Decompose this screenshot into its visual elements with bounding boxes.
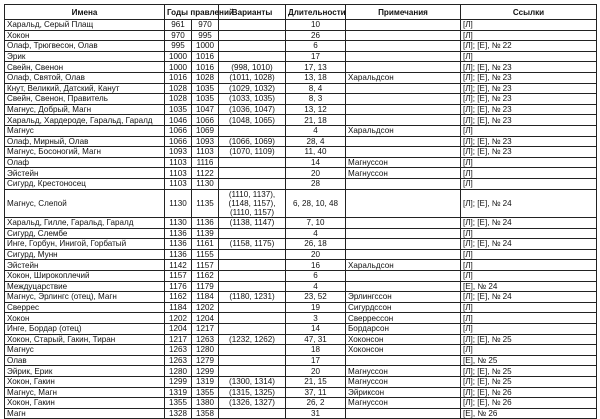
cell-notes: [346, 136, 461, 147]
cell-year-start: 1028: [165, 83, 192, 94]
header-refs: Ссылки: [461, 5, 597, 20]
cell-notes: Харальдсон: [346, 125, 461, 136]
header-names: Имена: [5, 5, 165, 20]
table-row: [5, 125, 597, 136]
cell-name: Свейн, Свенон: [5, 62, 165, 73]
cell-year-end: 1202: [192, 302, 219, 313]
cell-notes: Хоконсон: [346, 345, 461, 356]
cell-year-start: 1142: [165, 260, 192, 271]
cell-lengths: 31: [286, 408, 346, 419]
cell-variants: [219, 228, 286, 239]
cell-year-end: 1047: [192, 104, 219, 115]
table-row: [5, 94, 597, 105]
cell-year-end: 970: [192, 20, 219, 31]
cell-lengths: 28: [286, 178, 346, 189]
cell-variants: (1300, 1314): [219, 377, 286, 388]
cell-year-start: 1184: [165, 302, 192, 313]
cell-year-end: 1028: [192, 72, 219, 83]
table-row: [5, 147, 597, 158]
cell-lengths: 4: [286, 125, 346, 136]
cell-year-end: 1093: [192, 136, 219, 147]
table-row: [5, 387, 597, 398]
cell-refs: [Л]: [461, 51, 597, 62]
cell-refs: [Л]; [Е], № 25: [461, 334, 597, 345]
cell-year-start: 1066: [165, 136, 192, 147]
table-row: [5, 115, 597, 126]
cell-refs: [Л]; [Е], № 24: [461, 189, 597, 218]
table-row: [5, 189, 597, 218]
cell-lengths: 14: [286, 324, 346, 335]
cell-refs: [Л]; [Е], № 24: [461, 239, 597, 250]
cell-year-start: 1162: [165, 292, 192, 303]
cell-lengths: 23, 52: [286, 292, 346, 303]
cell-refs: [Л]; [Е], № 25: [461, 377, 597, 388]
cell-refs: [Е], № 26: [461, 408, 597, 419]
table-header: [5, 5, 597, 20]
cell-year-start: 1136: [165, 228, 192, 239]
cell-variants: [219, 249, 286, 260]
cell-notes: Сигурдссон: [346, 302, 461, 313]
cell-name: Инге, Горбун, Инигой, Горбатый: [5, 239, 165, 250]
cell-year-end: 1217: [192, 324, 219, 335]
cell-variants: [219, 178, 286, 189]
cell-refs: [Л]; [Е], № 23: [461, 136, 597, 147]
cell-name: Олаф, Мирный, Олав: [5, 136, 165, 147]
cell-year-start: 1328: [165, 408, 192, 419]
cell-year-end: 1263: [192, 334, 219, 345]
cell-lengths: 8, 4: [286, 83, 346, 94]
table-row: [5, 345, 597, 356]
cell-name: Эйстейн: [5, 168, 165, 179]
table-row: [5, 398, 597, 409]
cell-year-end: 1136: [192, 218, 219, 229]
cell-variants: [219, 281, 286, 292]
cell-refs: [Л]; [Е], № 26: [461, 398, 597, 409]
cell-year-end: 1000: [192, 41, 219, 52]
cell-variants: [219, 168, 286, 179]
cell-name: Хокон: [5, 30, 165, 41]
cell-variants: (998, 1010): [219, 62, 286, 73]
cell-variants: (1138, 1147): [219, 218, 286, 229]
cell-name: Эйрик, Ерик: [5, 366, 165, 377]
cell-refs: [Л]; [Е], № 23: [461, 83, 597, 94]
cell-notes: [346, 239, 461, 250]
cell-year-end: 1319: [192, 377, 219, 388]
table-row: [5, 313, 597, 324]
cell-notes: [346, 115, 461, 126]
cell-lengths: 13, 18: [286, 72, 346, 83]
table-row: [5, 83, 597, 94]
cell-variants: (1029, 1032): [219, 83, 286, 94]
cell-name: Свейн, Свенон, Правитель: [5, 94, 165, 105]
table-row: [5, 355, 597, 366]
cell-year-end: 1380: [192, 398, 219, 409]
cell-year-start: 1130: [165, 189, 192, 218]
cell-name: Эрик: [5, 51, 165, 62]
cell-year-start: 1046: [165, 115, 192, 126]
cell-year-end: 1130: [192, 178, 219, 189]
cell-year-start: 1000: [165, 51, 192, 62]
cell-notes: [346, 218, 461, 229]
table-row: [5, 51, 597, 62]
cell-refs: [Л]; [Е], № 22: [461, 41, 597, 52]
cell-year-start: 1016: [165, 72, 192, 83]
cell-lengths: 37, 11: [286, 387, 346, 398]
cell-year-start: 1204: [165, 324, 192, 335]
cell-notes: Бордарсон: [346, 324, 461, 335]
cell-refs: [Л]; [Е], № 24: [461, 218, 597, 229]
cell-year-start: 1130: [165, 218, 192, 229]
cell-year-start: 1093: [165, 147, 192, 158]
cell-name: Харальд, Серый Плащ: [5, 20, 165, 31]
cell-name: Хокон, Старый, Гакин, Тиран: [5, 334, 165, 345]
cell-year-start: 1299: [165, 377, 192, 388]
cell-year-end: 1016: [192, 51, 219, 62]
cell-year-end: 1135: [192, 189, 219, 218]
cell-refs: [Л]: [461, 125, 597, 136]
cell-lengths: 14: [286, 157, 346, 168]
cell-name: Междуцарствие: [5, 281, 165, 292]
cell-variants: (1110, 1137), (1148, 1157), (1110, 1157): [219, 189, 286, 218]
cell-name: Харальд, Хардероде, Гаральд, Гаралд: [5, 115, 165, 126]
cell-year-start: 1136: [165, 249, 192, 260]
cell-refs: [Л]; [Е], № 23: [461, 104, 597, 115]
cell-lengths: 10: [286, 20, 346, 31]
cell-variants: (1033, 1035): [219, 94, 286, 105]
cell-refs: [Л]; [Е], № 23: [461, 147, 597, 158]
cell-year-start: 1319: [165, 387, 192, 398]
reign-table-container: [4, 4, 596, 419]
cell-name: Магнус, Добрый, Магн: [5, 104, 165, 115]
cell-lengths: 17, 13: [286, 62, 346, 73]
cell-lengths: 47, 31: [286, 334, 346, 345]
cell-refs: [Л]: [461, 271, 597, 282]
cell-notes: [346, 20, 461, 31]
cell-variants: (1048, 1065): [219, 115, 286, 126]
cell-year-start: 970: [165, 30, 192, 41]
header-row: [5, 5, 597, 20]
cell-variants: [219, 20, 286, 31]
cell-notes: [346, 355, 461, 366]
cell-refs: [Е], № 25: [461, 355, 597, 366]
header-variants: Варианты: [219, 5, 286, 20]
cell-lengths: 8, 3: [286, 94, 346, 105]
table-row: [5, 62, 597, 73]
cell-year-end: 1358: [192, 408, 219, 419]
cell-lengths: 21, 18: [286, 115, 346, 126]
cell-year-end: 1066: [192, 115, 219, 126]
cell-notes: [346, 147, 461, 158]
cell-refs: [Л]: [461, 249, 597, 260]
cell-year-start: 1263: [165, 355, 192, 366]
cell-notes: [346, 30, 461, 41]
table-row: [5, 334, 597, 345]
cell-year-end: 1035: [192, 94, 219, 105]
cell-variants: [219, 324, 286, 335]
cell-year-end: 1355: [192, 387, 219, 398]
cell-variants: (1232, 1262): [219, 334, 286, 345]
cell-year-start: 995: [165, 41, 192, 52]
cell-variants: (1066, 1069): [219, 136, 286, 147]
cell-variants: [219, 271, 286, 282]
cell-lengths: 19: [286, 302, 346, 313]
cell-year-end: 1155: [192, 249, 219, 260]
cell-lengths: 26, 2: [286, 398, 346, 409]
cell-notes: Магнуссон: [346, 366, 461, 377]
cell-year-start: 1103: [165, 178, 192, 189]
cell-year-end: 1162: [192, 271, 219, 282]
cell-lengths: 20: [286, 168, 346, 179]
cell-year-end: 1035: [192, 83, 219, 94]
cell-name: Магнус, Магн: [5, 387, 165, 398]
table-row: [5, 271, 597, 282]
cell-lengths: 6: [286, 271, 346, 282]
cell-refs: [Л]; [Е], № 23: [461, 115, 597, 126]
cell-lengths: 4: [286, 281, 346, 292]
cell-variants: [219, 366, 286, 377]
cell-lengths: 26: [286, 30, 346, 41]
cell-lengths: 6, 28, 10, 48: [286, 189, 346, 218]
cell-lengths: 13, 12: [286, 104, 346, 115]
cell-notes: [346, 94, 461, 105]
cell-notes: [346, 271, 461, 282]
cell-notes: [346, 104, 461, 115]
cell-variants: [219, 125, 286, 136]
cell-notes: Эйриксон: [346, 387, 461, 398]
cell-notes: [346, 83, 461, 94]
table-row: [5, 239, 597, 250]
cell-notes: Магнуссон: [346, 377, 461, 388]
cell-year-start: 1136: [165, 239, 192, 250]
table-row: [5, 281, 597, 292]
cell-notes: [346, 189, 461, 218]
header-notes: Примечания: [346, 5, 461, 20]
table-row: [5, 324, 597, 335]
cell-notes: [346, 41, 461, 52]
cell-name: Сверрес: [5, 302, 165, 313]
cell-year-start: 1202: [165, 313, 192, 324]
cell-lengths: 16: [286, 260, 346, 271]
cell-name: Магн: [5, 408, 165, 419]
cell-lengths: 28, 4: [286, 136, 346, 147]
cell-year-end: 1161: [192, 239, 219, 250]
cell-notes: Магнуссон: [346, 168, 461, 179]
cell-year-end: 1103: [192, 147, 219, 158]
cell-year-start: 1217: [165, 334, 192, 345]
cell-refs: [Л]; [Е], № 26: [461, 387, 597, 398]
cell-name: Сигурд, Мунн: [5, 249, 165, 260]
cell-year-start: 1176: [165, 281, 192, 292]
cell-notes: Магнуссон: [346, 157, 461, 168]
cell-lengths: 20: [286, 249, 346, 260]
cell-name: Хокон, Широкоплечий: [5, 271, 165, 282]
cell-name: Магнус, Эрлингс (отец), Магн: [5, 292, 165, 303]
cell-notes: [346, 228, 461, 239]
cell-name: Хокон: [5, 313, 165, 324]
cell-name: Эйстейн: [5, 260, 165, 271]
cell-year-start: 1280: [165, 366, 192, 377]
cell-notes: [346, 249, 461, 260]
cell-refs: [Л]: [461, 228, 597, 239]
cell-refs: [Л]: [461, 30, 597, 41]
cell-lengths: 4: [286, 228, 346, 239]
table-row: [5, 408, 597, 419]
cell-name: Сигурд, Слембе: [5, 228, 165, 239]
cell-notes: Харальдсон: [346, 260, 461, 271]
table-body: [5, 20, 597, 419]
cell-refs: [Л]: [461, 345, 597, 356]
cell-name: Инге, Бордар (отец): [5, 324, 165, 335]
cell-refs: [Л]: [461, 157, 597, 168]
cell-year-start: 1103: [165, 168, 192, 179]
table-row: [5, 30, 597, 41]
cell-refs: [Л]: [461, 302, 597, 313]
cell-name: Магнус, Босоногий, Магн: [5, 147, 165, 158]
cell-variants: [219, 302, 286, 313]
cell-name: Хокон, Гакин: [5, 398, 165, 409]
cell-variants: [219, 157, 286, 168]
cell-year-end: 1280: [192, 345, 219, 356]
cell-lengths: 26, 18: [286, 239, 346, 250]
header-lengths: Длительности: [286, 5, 346, 20]
cell-year-end: 1179: [192, 281, 219, 292]
cell-name: Сигурд, Крестоносец: [5, 178, 165, 189]
cell-name: Олав: [5, 355, 165, 366]
cell-notes: Харальдсон: [346, 72, 461, 83]
cell-variants: (1011, 1028): [219, 72, 286, 83]
cell-year-start: 1103: [165, 157, 192, 168]
cell-variants: [219, 260, 286, 271]
header-years: Годы правлений: [165, 5, 219, 20]
cell-name: Харальд, Гилле, Гаральд, Гаралд: [5, 218, 165, 229]
cell-year-start: 1355: [165, 398, 192, 409]
cell-year-start: 961: [165, 20, 192, 31]
cell-name: Олаф, Святой, Олав: [5, 72, 165, 83]
cell-year-start: 1028: [165, 94, 192, 105]
cell-year-end: 1116: [192, 157, 219, 168]
cell-variants: (1315, 1325): [219, 387, 286, 398]
cell-year-end: 1139: [192, 228, 219, 239]
cell-variants: (1326, 1327): [219, 398, 286, 409]
cell-lengths: 21, 15: [286, 377, 346, 388]
table-row: [5, 136, 597, 147]
cell-year-end: 1157: [192, 260, 219, 271]
cell-variants: [219, 313, 286, 324]
cell-year-end: 1016: [192, 62, 219, 73]
cell-lengths: 6: [286, 41, 346, 52]
cell-year-start: 1066: [165, 125, 192, 136]
cell-notes: [346, 178, 461, 189]
cell-notes: Хоконсон: [346, 334, 461, 345]
cell-variants: [219, 408, 286, 419]
cell-refs: [Л]; [Е], № 23: [461, 72, 597, 83]
cell-lengths: 18: [286, 345, 346, 356]
cell-refs: [Л]: [461, 168, 597, 179]
cell-notes: Сверрессон: [346, 313, 461, 324]
cell-refs: [Л]; [Е], № 23: [461, 62, 597, 73]
table-row: [5, 178, 597, 189]
cell-refs: [Л]: [461, 20, 597, 31]
table-row: [5, 302, 597, 313]
cell-refs: [Л]; [Е], № 25: [461, 366, 597, 377]
table-row: [5, 228, 597, 239]
table-row: [5, 249, 597, 260]
cell-variants: [219, 41, 286, 52]
cell-refs: [Е], № 24: [461, 281, 597, 292]
cell-lengths: 17: [286, 355, 346, 366]
cell-variants: (1036, 1047): [219, 104, 286, 115]
cell-year-end: 995: [192, 30, 219, 41]
cell-lengths: 17: [286, 51, 346, 62]
cell-year-start: 1035: [165, 104, 192, 115]
cell-name: Магнус: [5, 345, 165, 356]
table-row: [5, 20, 597, 31]
table-row: [5, 104, 597, 115]
cell-variants: [219, 51, 286, 62]
cell-refs: [Л]: [461, 324, 597, 335]
cell-name: Магнус, Слепой: [5, 189, 165, 218]
cell-name: Олаф: [5, 157, 165, 168]
reign-table: [4, 4, 597, 419]
cell-name: Олаф, Трюгвесон, Олав: [5, 41, 165, 52]
cell-refs: [Л]; [Е], № 23: [461, 94, 597, 105]
cell-lengths: 7, 10: [286, 218, 346, 229]
cell-year-end: 1204: [192, 313, 219, 324]
cell-name: Кнут, Великий, Датский, Канут: [5, 83, 165, 94]
cell-name: Хокон, Гакин: [5, 377, 165, 388]
table-row: [5, 366, 597, 377]
cell-lengths: 20: [286, 366, 346, 377]
cell-year-end: 1184: [192, 292, 219, 303]
table-row: [5, 260, 597, 271]
table-row: [5, 168, 597, 179]
cell-variants: (1180, 1231): [219, 292, 286, 303]
table-row: [5, 41, 597, 52]
cell-notes: [346, 408, 461, 419]
cell-year-end: 1279: [192, 355, 219, 366]
cell-notes: Магнуссон: [346, 398, 461, 409]
table-row: [5, 157, 597, 168]
cell-year-start: 1000: [165, 62, 192, 73]
cell-notes: [346, 62, 461, 73]
table-row: [5, 292, 597, 303]
cell-name: Магнус: [5, 125, 165, 136]
cell-refs: [Л]: [461, 313, 597, 324]
cell-refs: [Л]; [Е], № 24: [461, 292, 597, 303]
cell-lengths: 3: [286, 313, 346, 324]
cell-year-end: 1069: [192, 125, 219, 136]
cell-year-end: 1299: [192, 366, 219, 377]
cell-refs: [Л]: [461, 260, 597, 271]
cell-year-start: 1263: [165, 345, 192, 356]
cell-notes: Эрлингссон: [346, 292, 461, 303]
cell-year-end: 1122: [192, 168, 219, 179]
cell-notes: [346, 51, 461, 62]
cell-variants: (1158, 1175): [219, 239, 286, 250]
table-row: [5, 218, 597, 229]
cell-refs: [Л]: [461, 178, 597, 189]
table-row: [5, 72, 597, 83]
cell-lengths: 11, 40: [286, 147, 346, 158]
cell-variants: [219, 345, 286, 356]
cell-variants: [219, 30, 286, 41]
cell-variants: [219, 355, 286, 366]
cell-year-start: 1157: [165, 271, 192, 282]
cell-notes: [346, 281, 461, 292]
cell-variants: (1070, 1109): [219, 147, 286, 158]
table-row: [5, 377, 597, 388]
